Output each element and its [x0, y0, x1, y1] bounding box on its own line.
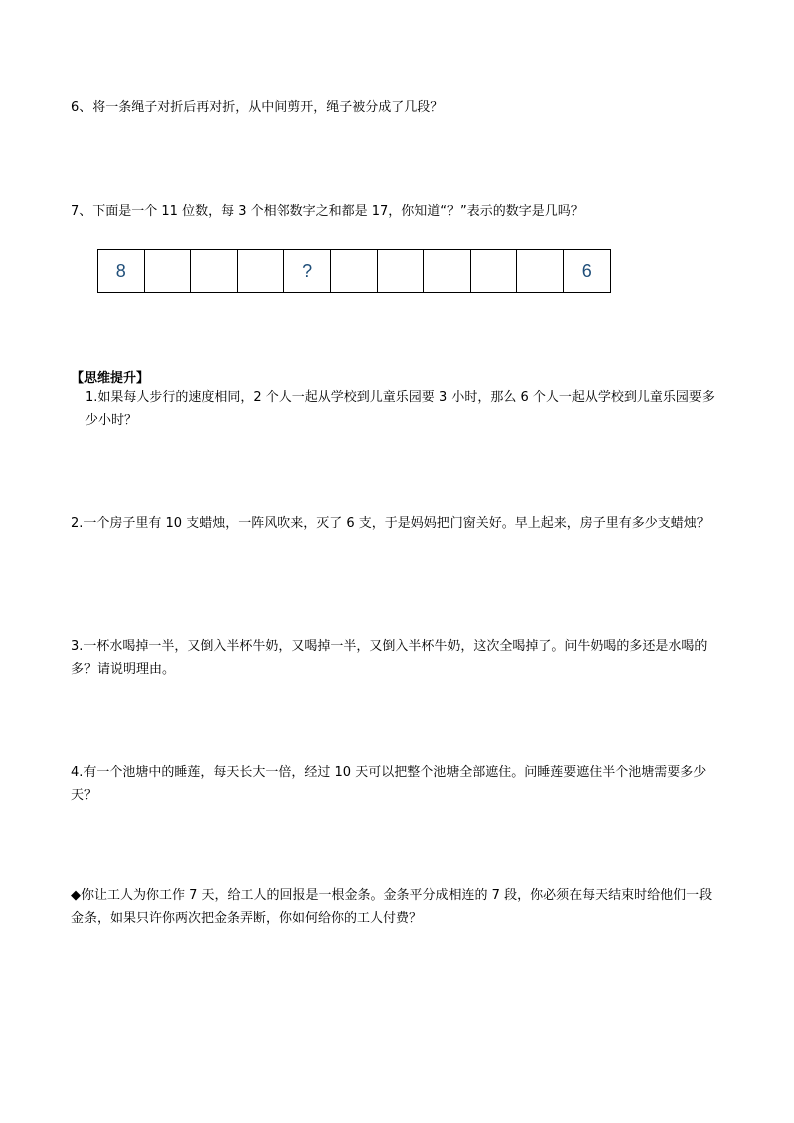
digit-cell: 6 — [564, 250, 611, 293]
digit-cell: 8 — [98, 250, 145, 293]
problem-1: 1.如果每人步行的速度相同，2 个人一起从学校到儿童乐园要 3 小时，那么 6 个人一起从学校到儿童乐园要多少小时？ — [85, 390, 715, 428]
digit-cell — [471, 250, 518, 293]
digit-cell — [424, 250, 471, 293]
digit-grid — [97, 249, 611, 293]
digit-cell — [378, 250, 425, 293]
digit-cell — [145, 250, 192, 293]
question-6: 6、将一条绳子对折后再对折，从中间剪开，绳子被分成了几段？ — [71, 100, 444, 115]
digit-cell — [238, 250, 285, 293]
question-7: 7、下面是一个 11 位数，每 3 个相邻数字之和都是 17，你知道“？”表示的数字是几吗？ — [71, 204, 584, 219]
problem-4: 4.有一个池塘中的睡莲，每天长大一倍，经过 10 天可以把整个池塘全部遮住。问睡莲要遮住半个池塘需要多少天？ — [71, 765, 707, 803]
problem-3: 3.一杯水喝掉一半，又倒入半杯牛奶，又喝掉一半，又倒入半杯牛奶，这次全喝掉了。问牛奶喝的多还是水喝的多？请说明理由。 — [71, 639, 708, 677]
section-title: 【思维提升】 — [71, 371, 150, 386]
digit-cell — [191, 250, 238, 293]
digit-cell: ? — [284, 250, 331, 293]
digit-cell — [517, 250, 564, 293]
problem-2: 2.一个房子里有 10 支蜡烛，一阵风吹来，灭了 6 支，于是妈妈把门窗关好。早上起来，房子里有多少支蜡烛？ — [71, 516, 710, 531]
problem-5: ◆你让工人为你工作 7 天，给工人的回报是一根金条。金条平分成相连的 7 段，你必须在每天结束时给他们一段金条，如果只许你两次把金条弄断，你如何给你的工人付费？ — [71, 888, 713, 926]
digit-cell — [331, 250, 378, 293]
